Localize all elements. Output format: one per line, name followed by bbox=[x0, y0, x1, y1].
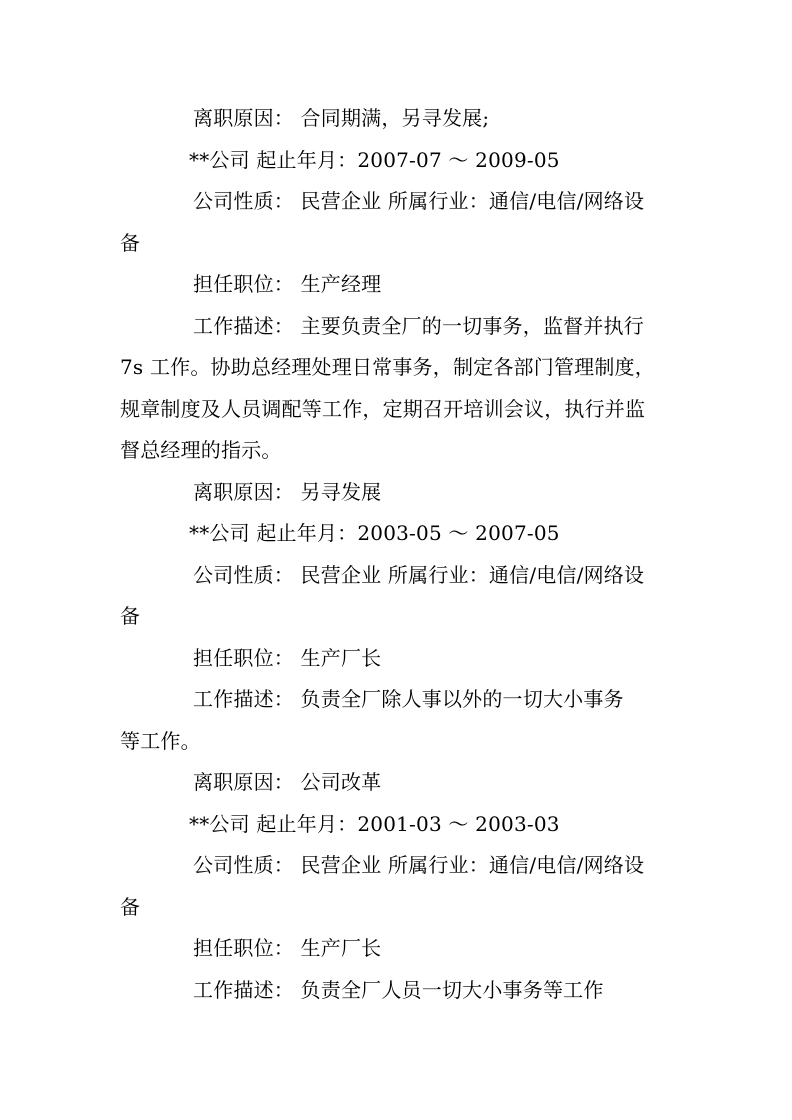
position-line-2: 担任职位： 生产厂长 bbox=[193, 646, 382, 670]
company-nature-line-1: 公司性质： 民营企业 所属行业：通信/电信/网络设 bbox=[193, 189, 645, 213]
company-period-line-3: **公司 起止年月：2001-03 ～ 2003-03 bbox=[189, 812, 560, 836]
job-description-continuation-2: 等工作。 bbox=[120, 729, 201, 753]
leave-reason-line-2: 离职原因： 另寻发展 bbox=[193, 480, 382, 504]
leave-reason-line-3: 离职原因： 公司改革 bbox=[193, 770, 382, 794]
job-description-continuation-1a: 7s 工作。协助总经理处理日常事务，制定各部门管理制度， bbox=[120, 355, 655, 379]
company-nature-continuation-1: 备 bbox=[120, 231, 141, 255]
job-description-line-1: 工作描述： 主要负责全厂的一切事务，监督并执行 bbox=[193, 314, 644, 338]
company-period-line-2: **公司 起止年月：2003-05 ～ 2007-05 bbox=[189, 521, 560, 545]
position-line-1: 担任职位： 生产经理 bbox=[193, 272, 382, 296]
company-nature-line-3: 公司性质： 民营企业 所属行业：通信/电信/网络设 bbox=[193, 853, 645, 877]
leave-reason-line-1: 离职原因： 合同期满，另寻发展; bbox=[193, 106, 490, 130]
job-description-line-2: 工作描述： 负责全厂除人事以外的一切大小事务 bbox=[193, 687, 624, 711]
company-period-line-1: **公司 起止年月：2007-07 ～ 2009-05 bbox=[189, 148, 560, 172]
company-nature-continuation-2: 备 bbox=[120, 604, 141, 628]
job-description-continuation-1b: 规章制度及人员调配等工作，定期召开培训会议，执行并监 bbox=[120, 397, 646, 421]
company-nature-continuation-3: 备 bbox=[120, 895, 141, 919]
company-nature-line-2: 公司性质： 民营企业 所属行业：通信/电信/网络设 bbox=[193, 563, 645, 587]
job-description-continuation-1c: 督总经理的指示。 bbox=[120, 438, 282, 462]
position-line-3: 担任职位： 生产厂长 bbox=[193, 936, 382, 960]
job-description-line-3: 工作描述： 负责全厂人员一切大小事务等工作 bbox=[193, 978, 604, 1002]
